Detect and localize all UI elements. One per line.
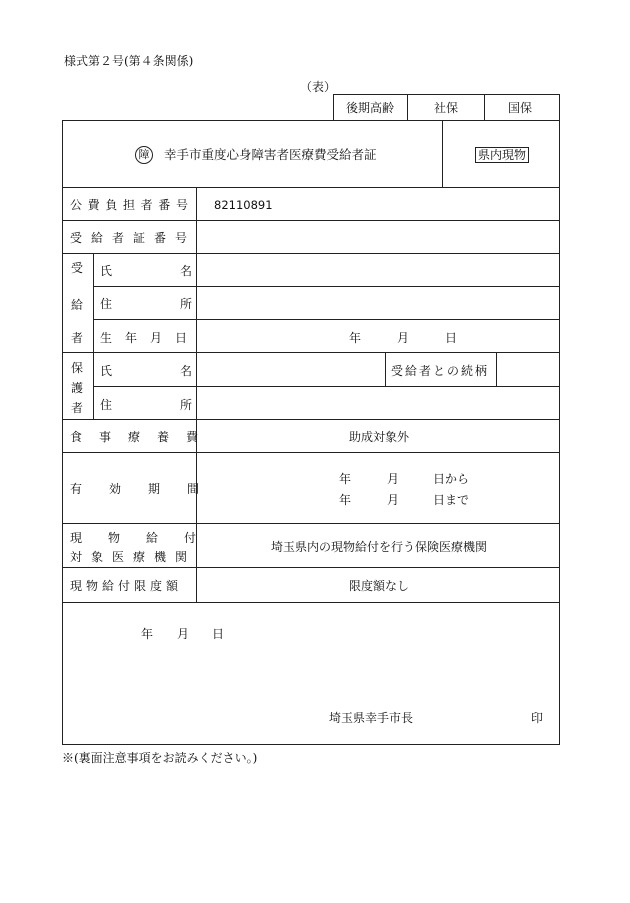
inkind-limit-label: 現物給付限度額 — [70, 579, 183, 593]
validity-to-year: 年 — [339, 493, 352, 507]
guardian-group-char-2: 護 — [71, 381, 84, 395]
meal-therapy-label: 食事療養費 — [70, 430, 216, 444]
guardian-address-label-2: 所 — [180, 398, 193, 412]
recipient-name-label-1: 氏 — [100, 264, 113, 278]
guardian-name-label-1: 氏 — [100, 364, 113, 378]
recipient-address-label-1: 住 — [100, 297, 113, 311]
issuer-name: 埼玉県幸手市長 — [329, 711, 414, 725]
issue-date-year: 年 — [141, 627, 154, 641]
public-payer-number-value: 82110891 — [214, 198, 273, 212]
in-prefecture-badge: 県内現物 — [475, 147, 529, 163]
issue-date-day: 日 — [212, 627, 225, 641]
guardian-group-char-1: 保 — [71, 361, 84, 375]
validity-to-day: 日まで — [433, 493, 470, 507]
insurance-type-kokuho: 国保 — [508, 101, 533, 115]
disability-seal-icon: 障 — [135, 146, 153, 164]
issue-date-month: 月 — [177, 627, 190, 641]
guardian-group-char-3: 者 — [71, 401, 84, 415]
relationship-label: 受給者との続柄 — [391, 364, 490, 378]
dob-value: 年 月 日 — [349, 331, 458, 345]
inkind-institutions-value: 埼玉県内の現物給付を行う保険医療機関 — [271, 540, 488, 554]
recipient-name-label-2: 名 — [180, 264, 193, 278]
recipient-address-label-2: 所 — [180, 297, 193, 311]
recipient-group-char-3: 者 — [71, 331, 84, 345]
form-number: 様式第２号(第４条関係) — [64, 54, 194, 68]
inkind-label-line2: 対象医療機関 — [70, 550, 197, 564]
inkind-limit-value: 限度額なし — [349, 579, 410, 593]
recipient-group-char-2: 給 — [71, 298, 84, 312]
meal-therapy-value: 助成対象外 — [349, 430, 410, 444]
inkind-label-line1: 現物給付 — [70, 531, 223, 545]
dob-label: 生年月日 — [100, 331, 201, 345]
guardian-address-label-1: 住 — [100, 398, 113, 412]
validity-from-day: 日から — [433, 472, 470, 486]
validity-from-year: 年 — [339, 472, 352, 486]
public-payer-number-label: 公 費 負 担 者 番 号 — [70, 198, 188, 212]
certificate-title: 幸手市重度心身障害者医療費受給者証 — [164, 147, 377, 162]
validity-from-month: 月 — [387, 472, 400, 486]
validity-to-month: 月 — [387, 493, 400, 507]
guardian-name-label-2: 名 — [180, 364, 193, 378]
official-seal-mark: 印 — [531, 711, 544, 725]
insurance-type-shaho: 社保 — [434, 101, 459, 115]
recipient-id-label: 受給者証番号 — [70, 231, 197, 245]
side-label: （表） — [300, 80, 337, 94]
insurance-type-kouki: 後期高齢 — [346, 101, 395, 115]
recipient-group-char-1: 受 — [71, 261, 84, 275]
validity-label: 有効期間 — [70, 482, 227, 496]
footer-note: ※(裏面注意事項をお読みください。) — [62, 751, 258, 765]
